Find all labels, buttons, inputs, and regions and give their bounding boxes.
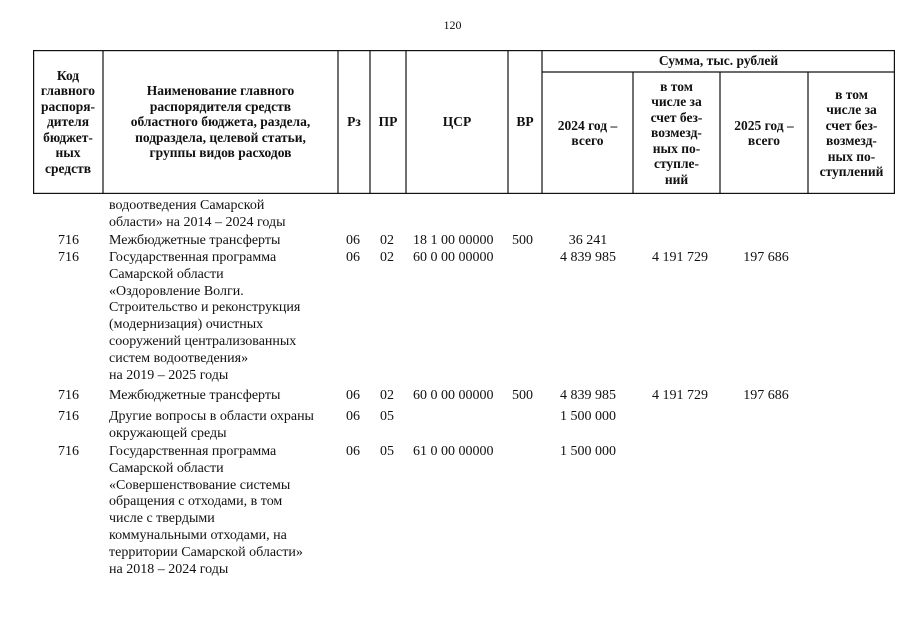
row-pr: 02 [380,250,394,265]
header-code: Код главного распоря- дителя бюджет- ных средств [40,67,96,176]
header-2025-grants: в том числе за счет без- возмезд- ных по- ступлений [819,86,884,179]
header-pr: ПР [378,114,398,130]
row-2024-total: 36 241 [568,233,608,248]
row-rz: 06 [346,250,360,265]
row-vr: 500 [512,388,533,403]
header-2024-total: 2024 год – всего [557,117,618,148]
row-2025-total: 197 686 [743,250,789,265]
row-pr: 05 [380,409,394,424]
header-sum: Сумма, тыс. рублей [658,53,779,69]
row-code: 716 [58,233,79,248]
header-2024-grants: в том числе за счет без- возмезд- ных по- ступле- ний [650,78,703,187]
row-csr: 61 0 00 00000 [413,444,494,459]
row-rz: 06 [346,233,360,248]
row-pr: 02 [380,233,394,248]
header-name: Наименование главного распорядителя средств областного бюджета, раздела, подраздела, целевой статьи, группы видов расходов [130,83,311,161]
row-name: Государственная программа Самарской области «Оздоровление Волги. Строительство и реконструкция (модернизация) очистных сооружений централизованных систем водоотведения» на 2019 – 2025 годы [109,250,301,383]
row-csr: 18 1 00 00000 [413,233,494,248]
row-2024-total: 4 839 985 [560,250,616,265]
row-name: Межбюджетные трансферты [109,388,281,403]
row-vr: 500 [512,233,533,248]
row-csr: 60 0 00 00000 [413,250,494,265]
page-number: 120 [443,18,462,32]
row-2025-total: 197 686 [743,388,789,403]
row-name: Другие вопросы в области охраны окружающей среды [109,409,314,441]
row-rz: 06 [346,388,360,403]
row-2024-grants: 4 191 729 [652,388,708,403]
row-2024-total: 1 500 000 [560,409,616,424]
row-2024-grants: 4 191 729 [652,250,708,265]
header-vr: ВР [516,114,534,130]
row-pr: 05 [380,444,394,459]
row-code: 716 [58,388,79,403]
row-code: 716 [58,409,79,424]
row-name: Государственная программа Самарской области «Совершенствование системы обращения с отходами, в том числе с твердыми коммунальными отходами, на территории Самарской области» на 2018 – 2024 годы [109,444,303,577]
row-2024-total: 1 500 000 [560,444,616,459]
row-csr: 60 0 00 00000 [413,388,494,403]
header-csr: ЦСР [442,114,472,130]
header-2025-total: 2025 год – всего [734,117,794,148]
row-pr: 02 [380,388,394,403]
row-rz: 06 [346,444,360,459]
header-rz: Рз [347,114,361,130]
row-name: Межбюджетные трансферты [109,233,281,248]
row-2024-total: 4 839 985 [560,388,616,403]
row-name: водоотведения Самарской области» на 2014 – 2024 годы [109,198,286,230]
row-code: 716 [58,444,79,459]
row-rz: 06 [346,409,360,424]
row-code: 716 [58,250,79,265]
